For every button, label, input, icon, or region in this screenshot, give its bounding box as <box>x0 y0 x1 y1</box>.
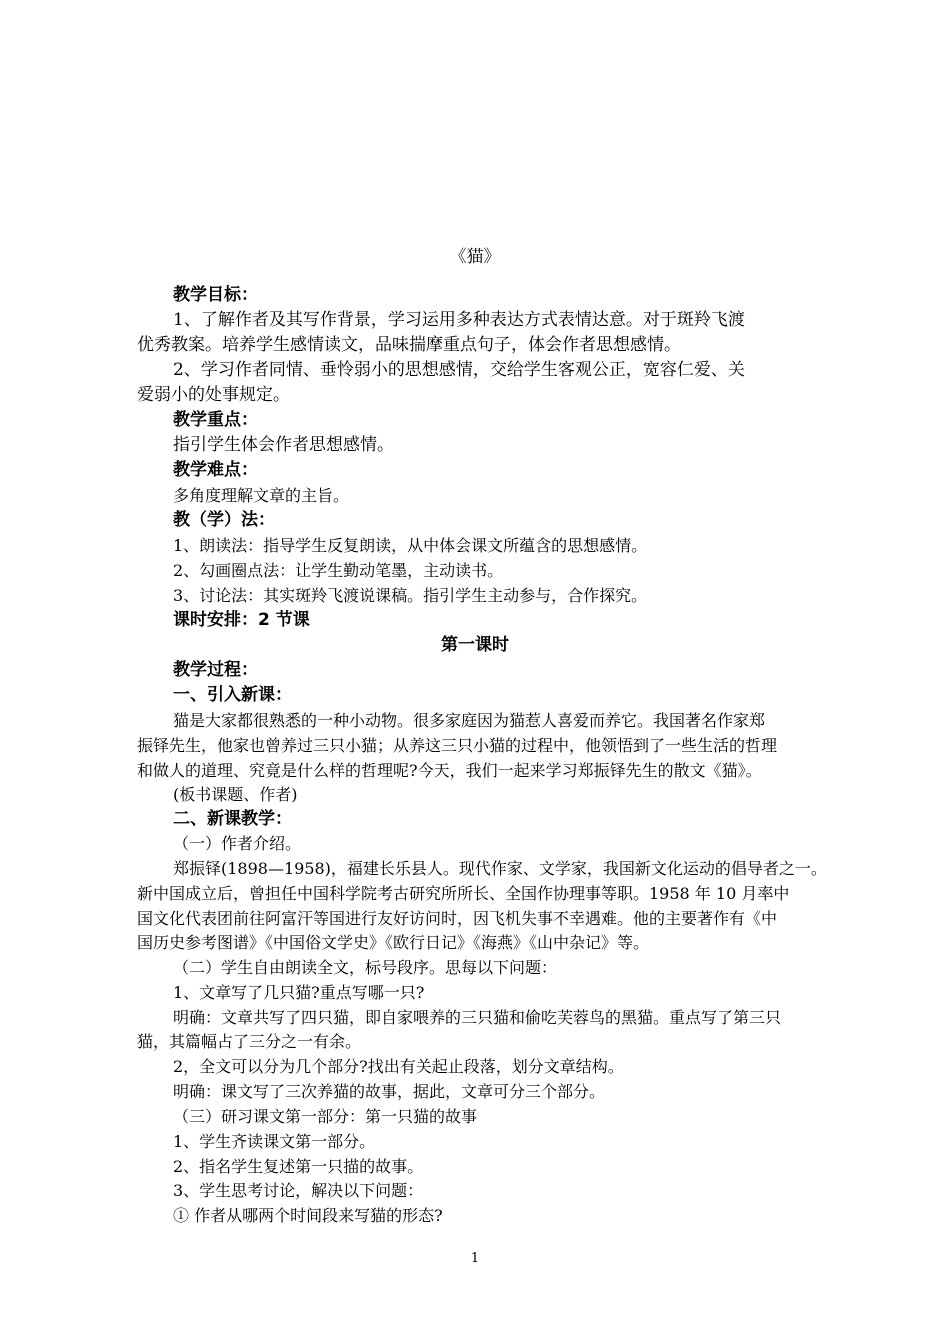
section1-line-1: 猫是大家都很熟悉的一种小动物。很多家庭因为猫惹人喜爱而养它。我国著名作家郑 <box>173 711 766 730</box>
section1-note: (板书课题、作者) <box>173 785 298 804</box>
study-step-1: 1、学生齐读课文第一部分。 <box>173 1132 376 1151</box>
study-step-3: 3、学生思考讨论，解决以下问题： <box>173 1181 424 1200</box>
section1-heading: 一、引入新课： <box>173 685 292 705</box>
section1-line-3: 和做人的道理、究竟是什么样的哲理呢?今天，我们一起来学习郑振铎先生的散文《猫》。 <box>137 761 762 780</box>
author-line-1: 郑振铎(1898—1958)，福建长乐县人。现代作家、文学家，我国新文化运动的倡导者之一。 <box>173 859 827 878</box>
methods-heading: 教（学）法： <box>173 510 275 530</box>
study-step-2: 2、指名学生复述第一只描的故事。 <box>173 1157 424 1176</box>
section1-line-2: 振铎先生，他家也曾养过三只小猫；从养这三只小猫的过程中，他领悟到了一些生活的哲理 <box>137 736 778 755</box>
author-line-3: 国文化代表团前往阿富汗等国进行友好访问时，因飞机失事不幸遇难。他的主要著作有《中 <box>137 909 778 928</box>
schedule-text: 课时安排：2 节课 <box>173 610 310 630</box>
lesson-title: 第一课时 <box>441 635 509 655</box>
focus-text: 指引学生体会作者思想感情。 <box>173 435 394 455</box>
process-heading: 教学过程： <box>173 660 258 680</box>
answer-2: 明确：课文写了三次养猫的故事，据此，文章可分三个部分。 <box>173 1082 606 1101</box>
reading-subheading: （二）学生自由朗读全文，标号段序。思每以下问题： <box>173 958 558 977</box>
author-line-2: 新中国成立后，曾担任中国科学院考古研究所所长、全国作协理事等职。1958 年 10 月率中 <box>137 884 790 903</box>
objective-1-line-2: 优秀教案。培养学生感情读文，品味揣摩重点句子，体会作者思想感情。 <box>137 335 681 355</box>
focus-heading: 教学重点： <box>173 410 258 430</box>
question-1: 1、文章写了几只猫?重点写哪一只? <box>173 983 425 1002</box>
answer-1-line-1: 明确：文章共写了四只猫，即自家喂养的三只猫和偷吃芙蓉鸟的黑猫。重点写了第三只 <box>173 1008 782 1027</box>
study-step-3-question: ① 作者从哪两个时间段来写猫的形态? <box>173 1206 443 1225</box>
method-item: 3、讨论法：其实斑羚飞渡说课稿。指引学生主动参与，合作探究。 <box>173 586 648 605</box>
author-line-4: 国历史参考图谱》《中国俗文学史》《欧行日记》《海燕》《山中杂记》等。 <box>137 933 650 952</box>
method-item: 1、朗读法：指导学生反复朗读，从中体会课文所蕴含的思想感情。 <box>173 536 648 555</box>
objective-2-line-1: 2、学习作者同情、垂怜弱小的思想感情，交给学生客观公正，宽容仁爱、关 <box>173 360 745 380</box>
method-item: 2、勾画圈点法：让学生勤动笔墨，主动读书。 <box>173 561 504 580</box>
question-2: 2，全文可以分为几个部分?找出有关起止段落，划分文章结构。 <box>173 1057 624 1076</box>
difficulty-heading: 教学难点： <box>173 460 258 480</box>
objective-2-line-2: 爱弱小的处事规定。 <box>137 385 290 405</box>
author-subheading: （一）作者介绍。 <box>173 834 302 853</box>
answer-1-line-2: 猫，其篇幅占了三分之一有余。 <box>137 1032 362 1051</box>
difficulty-text: 多角度理解文章的主旨。 <box>173 486 350 505</box>
page-number: 1 <box>470 1251 480 1266</box>
doc-title: 《猫》 <box>449 247 501 267</box>
study-subheading: （三）研习课文第一部分：第一只猫的故事 <box>173 1107 478 1126</box>
section2-heading: 二、新课教学： <box>173 809 292 829</box>
objectives-heading: 教学目标： <box>173 285 258 305</box>
objective-1-line-1: 1、了解作者及其写作背景，学习运用多种表达方式表情达意。对于斑羚飞渡 <box>173 310 745 330</box>
